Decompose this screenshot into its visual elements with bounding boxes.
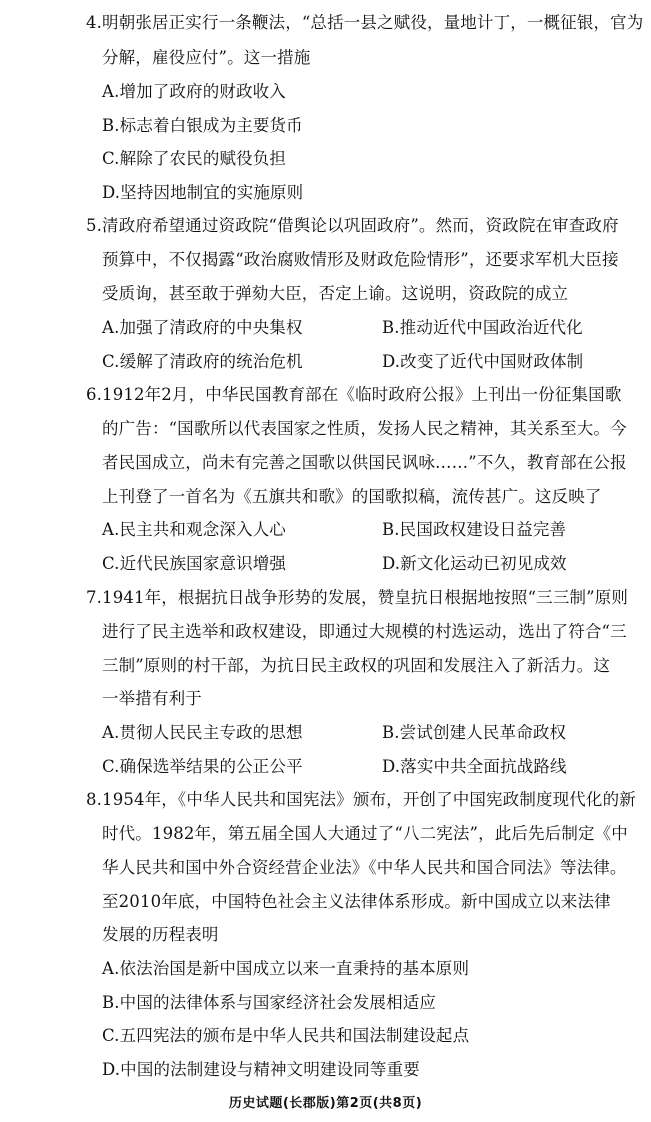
question-8-stem-line-5: 发展的历程表明 bbox=[102, 925, 219, 944]
question-5-option-b: B.推动近代中国政治近代化 bbox=[382, 318, 583, 337]
question-8-stem-line-1: 8.1954年，《中华人民共和国宪法》颁布，开创了中国宪政制度现代化的新 bbox=[86, 790, 636, 809]
question-4-option-d: D.坚持因地制宜的实施原则 bbox=[102, 183, 304, 202]
question-7-stem-line-1: 7.1941年，根据抗日战争形势的发展，赞皇抗日根据地按照“三三制”原则 bbox=[86, 588, 629, 607]
question-5-option-a: A.加强了清政府的中央集权 bbox=[102, 318, 303, 337]
question-5-stem-line-2: 预算中，不仅揭露“政治腐败情形及财政危险情形”，还要求军机大臣接 bbox=[102, 250, 619, 269]
question-7-stem-line-2: 进行了民主选举和政权建设，即通过大规模的村选运动，选出了符合“三 bbox=[102, 622, 627, 641]
page-footer: 历史试题(长郡版)第2页(共8页) bbox=[228, 1096, 423, 1111]
question-5-stem-line-3: 受质询，甚至敢于弹劾大臣，否定上谕。这说明，资政院的成立 bbox=[102, 284, 569, 303]
question-7-option-d: D.落实中共全面抗战路线 bbox=[382, 757, 567, 776]
question-4-option-a: A.增加了政府的财政收入 bbox=[102, 82, 286, 101]
question-4-stem-line-2: 分解，雇役应付”。这一措施 bbox=[102, 48, 311, 67]
question-8-option-a: A.依法治国是新中国成立以来一直秉持的基本原则 bbox=[102, 959, 470, 978]
question-6-option-a: A.民主共和观念深入人心 bbox=[102, 520, 286, 539]
question-7-stem-line-3: 三制”原则的村干部，为抗日民主政权的巩固和发展注入了新活力。这 bbox=[102, 656, 611, 675]
question-7-option-c: C.确保选举结果的公正公平 bbox=[102, 757, 303, 776]
question-6-stem-line-1: 6.1912年2月，中华民国教育部在《临时政府公报》上刊出一份征集国歌 bbox=[86, 385, 622, 404]
question-5-option-d: D.改变了近代中国财政体制 bbox=[382, 352, 584, 371]
question-4-option-b: B.标志着白银成为主要货币 bbox=[102, 116, 303, 135]
question-5-option-c: C.缓解了清政府的统治危机 bbox=[102, 352, 303, 371]
question-4-stem-line-1: 4.明朝张居正实行一条鞭法，“总括一县之赋役，量地计丁，一概征银，官为 bbox=[86, 13, 644, 32]
question-8-option-c: C.五四宪法的颁布是中华人民共和国法制建设起点 bbox=[102, 1026, 470, 1045]
question-4-option-c: C.解除了农民的赋役负担 bbox=[102, 149, 287, 168]
question-8-stem-line-3: 华人民共和国中外合资经营企业法》《中华人民共和国合同法》等法律。 bbox=[102, 858, 627, 877]
question-6-stem-line-4: 上刊登了一首名为《五旗共和歌》的国歌拟稿，流传甚广。这反映了 bbox=[102, 487, 602, 506]
question-6-stem-line-2: 的广告：“国歌所以代表国家之性质，发扬人民之精神，其关系至大。今 bbox=[102, 419, 627, 438]
question-8-option-b: B.中国的法律体系与国家经济社会发展相适应 bbox=[102, 993, 437, 1012]
question-5-stem-line-1: 5.清政府希望通过资政院“借舆论以巩固政府”。然而，资政院在审查政府 bbox=[86, 216, 619, 235]
question-6-option-b: B.民国政权建设日益完善 bbox=[382, 520, 567, 539]
question-7-option-a: A.贯彻人民民主专政的思想 bbox=[102, 723, 303, 742]
question-6-stem-line-3: 者民国成立，尚未有完善之国歌以供国民讽咏……”不久，教育部在公报 bbox=[102, 453, 627, 472]
question-8-option-d: D.中国的法制建设与精神文明建设同等重要 bbox=[102, 1060, 420, 1079]
question-6-option-c: C.近代民族国家意识增强 bbox=[102, 554, 287, 573]
question-7-stem-line-4: 一举措有利于 bbox=[102, 689, 202, 708]
question-8-stem-line-2: 时代。1982年，第五届全国人大通过了“八二宪法”，此后先后制定《中 bbox=[102, 824, 628, 843]
question-6-option-d: D.新文化运动已初见成效 bbox=[382, 554, 567, 573]
question-7-option-b: B.尝试创建人民革命政权 bbox=[382, 723, 567, 742]
question-8-stem-line-4: 至2010年底，中国特色社会主义法律体系形成。新中国成立以来法律 bbox=[102, 892, 611, 911]
